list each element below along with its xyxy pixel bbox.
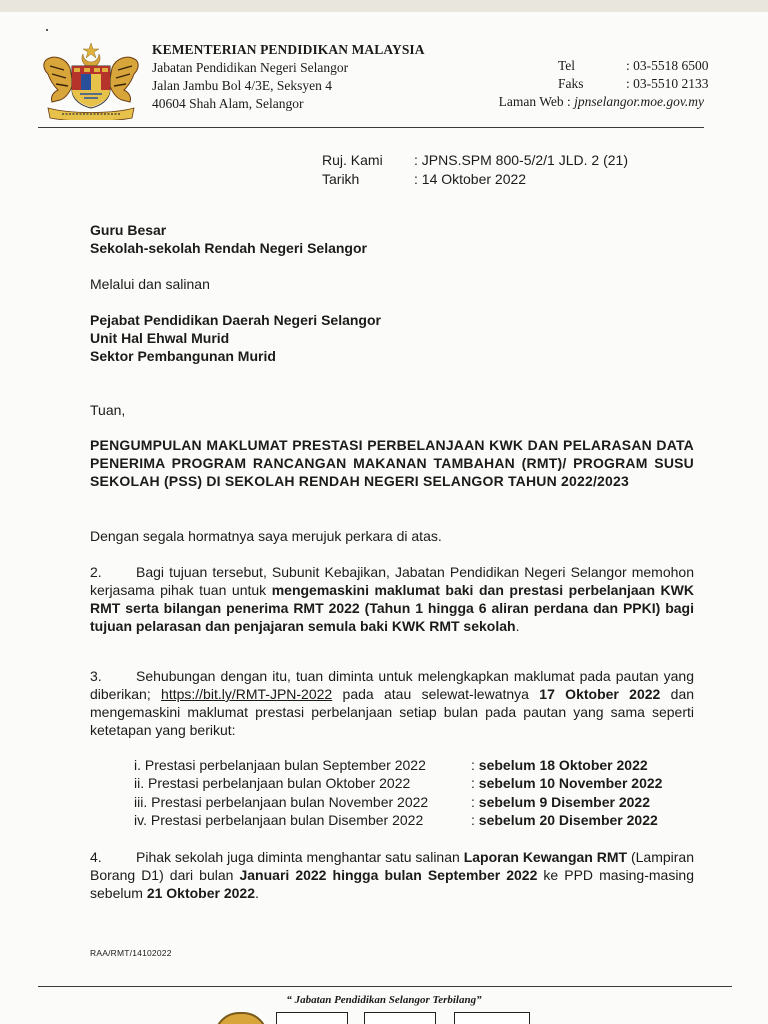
schedule-list bbox=[134, 756, 662, 829]
fax-label: Faks bbox=[558, 76, 584, 91]
schedule-item-label: iii. Prestasi perbelanjaan bulan November 2022 bbox=[134, 793, 429, 810]
fax-value: : 03-5510 2133 bbox=[626, 76, 709, 91]
paragraph-3-text-c: dan mengemaskini maklumat prestasi perbelanjaan setiap bulan pada pautan yang sama seperti ketetapan yang berikut: bbox=[90, 686, 695, 738]
schedule-separator: : bbox=[471, 775, 475, 792]
paragraph-4-report: Laporan Kewangan RMT bbox=[463, 849, 628, 865]
paragraph-2 bbox=[90, 563, 694, 635]
paragraph-2-emphasis: mengemaskini maklumat baki dan prestasi perbelanjaan KWK RMT serta bilangan penerima RMT 2022 (Tahun 1 hingga 6 aliran perdana dan PPKI) bagi tujuan pelarasan dan penjajaran semula baki KWK RMT sekolah bbox=[90, 582, 694, 634]
schedule-deadline: sebelum 20 Disember 2022 bbox=[478, 811, 658, 828]
paragraph-3 bbox=[90, 667, 694, 739]
schedule-deadline: sebelum 10 November 2022 bbox=[478, 775, 663, 792]
schedule-item-label: iv. Prestasi perbelanjaan bulan Disember 2022 bbox=[134, 811, 424, 828]
web-row bbox=[499, 93, 704, 111]
form-link[interactable]: https://bit.ly/RMT-JPN-2022 bbox=[161, 686, 333, 702]
paragraph-4-end: . bbox=[254, 885, 259, 901]
header-divider bbox=[38, 127, 704, 128]
schedule-deadline: sebelum 18 Oktober 2022 bbox=[478, 757, 648, 773]
paragraph-4 bbox=[90, 848, 694, 902]
letter-subject: PENGUMPULAN MAKLUMAT PRESTASI PERBELANJAAN KWK DAN PELARASAN DATA PENERIMA PROGRAM RANCANGAN MAKANAN TAMBAHAN (RMT)/ PROGRAM SUSU SEKOLAH (PSS) DI SEKOLAH RENDAH NEGERI SELANGOR TAHUN 2022/2023 bbox=[90, 437, 694, 489]
footer-divider bbox=[38, 986, 732, 987]
date-row bbox=[322, 170, 628, 189]
tel-value: : 03-5518 6500 bbox=[626, 58, 709, 73]
schedule-separator: : bbox=[471, 793, 475, 810]
scan-speck bbox=[46, 29, 48, 31]
date-label: Tarikh bbox=[322, 171, 360, 187]
schedule-item-label: i. Prestasi perbelanjaan bulan September 2022 bbox=[134, 757, 426, 773]
via-recipient-sector: Sektor Pembangunan Murid bbox=[90, 348, 276, 364]
footer-logos bbox=[214, 1012, 554, 1024]
web-label: Laman Web : bbox=[498, 94, 571, 109]
reference-label: Ruj. Kami bbox=[322, 152, 383, 168]
paragraph-4-text-b: (Lampiran Borang D1) dari bulan bbox=[90, 849, 694, 883]
schedule-deadline: sebelum 9 Disember 2022 bbox=[478, 793, 650, 810]
schedule-separator: : bbox=[471, 811, 475, 828]
paragraph-2-text: Bagi tujuan tersebut, Subunit Kebajikan, Jabatan Pendidikan Negeri Selangor memohon kerjasama pihak tuan untuk bbox=[90, 564, 694, 598]
tel-row bbox=[499, 57, 709, 75]
reference-row bbox=[322, 151, 628, 170]
paragraph-2-end: . bbox=[515, 618, 520, 634]
schedule-item bbox=[134, 811, 662, 829]
document-code: RAA/RMT/14102022 bbox=[90, 948, 172, 958]
footer-motto: “ Jabatan Pendidikan Selangor Terbilang” bbox=[286, 994, 482, 1006]
address-line-1: Jalan Jambu Bol 4/3E, Seksyen 4 bbox=[152, 78, 332, 93]
salutation: Tuan, bbox=[90, 402, 126, 418]
jpn-seal-icon bbox=[214, 1012, 268, 1024]
schedule-item bbox=[134, 756, 662, 774]
paragraph-4-text: Pihak sekolah juga diminta menghantar satu salinan bbox=[136, 849, 464, 865]
schedule-item-label: ii. Prestasi perbelanjaan bulan Oktober 2022 bbox=[134, 775, 411, 792]
web-address: jpnselangor.moe.gov.my bbox=[574, 94, 704, 109]
fax-row bbox=[499, 75, 709, 93]
department-name: Jabatan Pendidikan Negeri Selangor bbox=[152, 60, 349, 75]
paragraph-3-deadline: 17 Oktober 2022 bbox=[539, 686, 661, 702]
certification-logo-icon bbox=[276, 1012, 348, 1024]
via-recipient-unit: Unit Hal Ehwal Murid bbox=[90, 330, 230, 346]
paragraph-4-number: 4. bbox=[90, 849, 102, 865]
tel-label: Tel bbox=[558, 58, 576, 73]
paragraph-4-text-c: ke PPD masing-masing sebelum bbox=[90, 867, 695, 901]
paragraph-4-deadline: 21 Oktober 2022 bbox=[146, 885, 255, 901]
schedule-item bbox=[134, 793, 662, 811]
recipient-schools: Sekolah-sekolah Rendah Negeri Selangor bbox=[90, 240, 367, 256]
paragraph-4-period: Januari 2022 hingga bulan September 2022 bbox=[239, 867, 538, 883]
paragraph-2-number: 2. bbox=[90, 564, 102, 580]
malaysia-coat-of-arms-icon bbox=[40, 40, 142, 120]
paragraph-3-text: Sehubungan dengan itu, tuan diminta untuk melengkapkan maklumat pada pautan yang diberikan; bbox=[90, 668, 694, 702]
certification-logo-icon bbox=[364, 1012, 436, 1024]
certification-logo-icon bbox=[454, 1012, 530, 1024]
schedule-item bbox=[134, 774, 662, 792]
reference-block bbox=[322, 151, 628, 189]
paragraph-3-text-b: pada atau selewat-lewatnya bbox=[332, 686, 540, 702]
reference-value: : JPNS.SPM 800-5/2/1 JLD. 2 (21) bbox=[414, 152, 628, 168]
address-line-2: 40604 Shah Alam, Selangor bbox=[152, 96, 304, 111]
paragraph-3-number: 3. bbox=[90, 668, 102, 684]
recipient-title: Guru Besar bbox=[90, 222, 167, 238]
recipient-block bbox=[90, 221, 694, 257]
via-recipient-office: Pejabat Pendidikan Daerah Negeri Selangor bbox=[90, 312, 381, 328]
date-value: : 14 Oktober 2022 bbox=[414, 171, 527, 187]
contact-block bbox=[498, 57, 709, 111]
ministry-header bbox=[152, 41, 472, 113]
opening-paragraph: Dengan segala hormatnya saya merujuk perkara di atas. bbox=[90, 528, 442, 544]
ministry-name: KEMENTERIAN PENDIDIKAN MALAYSIA bbox=[152, 42, 425, 57]
schedule-separator: : bbox=[471, 757, 475, 773]
scan-top-margin bbox=[0, 0, 768, 12]
via-recipient-block bbox=[90, 311, 694, 365]
via-copy-label: Melalui dan salinan bbox=[90, 276, 210, 292]
